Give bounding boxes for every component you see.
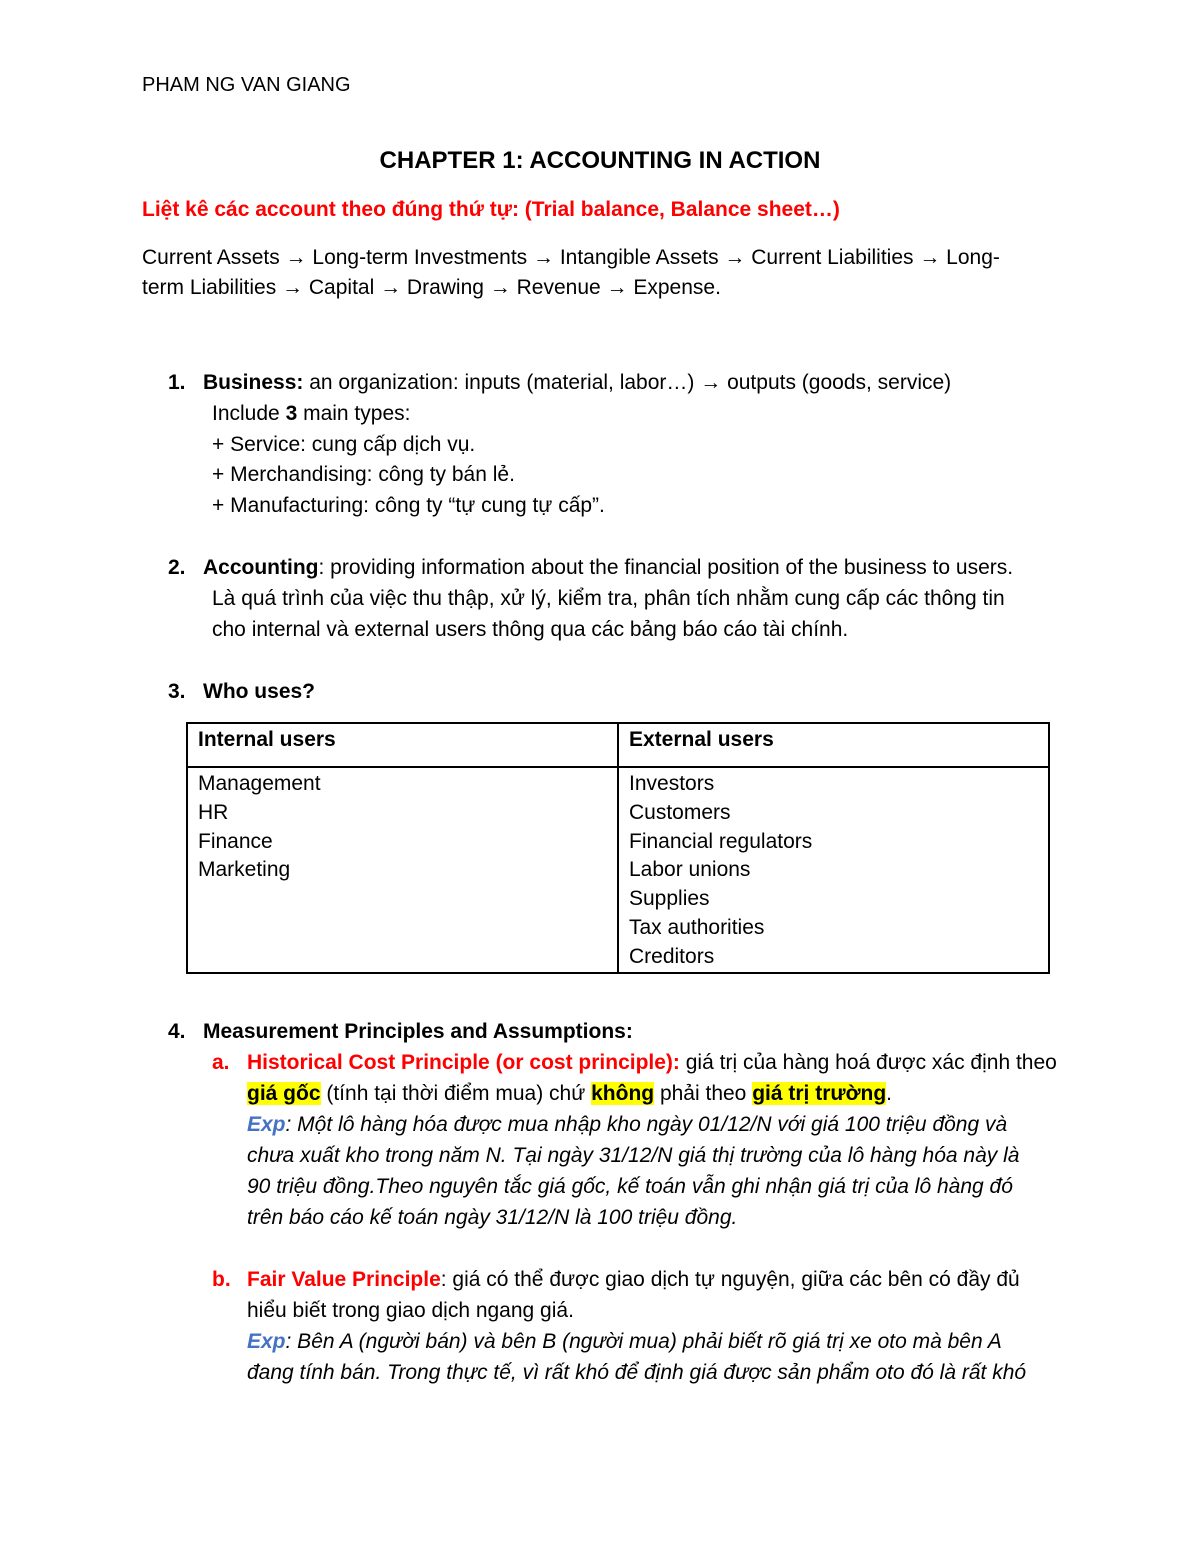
- section-1-text: an organization: inputs (material, labor…) → outputs (goods, service): [303, 371, 952, 394]
- section-2-line-2: Là quá trình của việc thu thập, xử lý, kiểm tra, phân tích nhằm cung cấp các thông tin: [212, 587, 1005, 610]
- list-item: Tax authorities: [629, 915, 765, 939]
- example-b-label: Exp: [247, 1330, 286, 1353]
- list-item: Finance: [198, 829, 273, 853]
- external-users-cell: [618, 767, 1049, 973]
- list-item: Financial regulators: [629, 829, 813, 853]
- section-1-heading: [203, 371, 951, 395]
- subsection-a-letter: a.: [212, 1051, 230, 1074]
- section-4-heading: Measurement Principles and Assumptions:: [203, 1020, 633, 1043]
- section-4-number: 4.: [168, 1020, 186, 1043]
- list-item: HR: [198, 800, 229, 824]
- example-a-line-1: Exp: Một lô hàng hóa được mua nhập kho ngày 01/12/N với giá 100 triệu đồng và: [247, 1113, 1008, 1136]
- business-type-item: + Service: cung cấp dịch vụ.: [212, 433, 476, 456]
- highlight-khong: không: [591, 1082, 655, 1105]
- section-2-text: : providing information about the financial position of the business to users.: [318, 556, 1014, 579]
- list-item: Marketing: [198, 858, 291, 882]
- list-item: Management: [198, 772, 321, 795]
- list-item: Supplies: [629, 887, 710, 911]
- section-2-number: 2.: [168, 556, 186, 579]
- business-type-item: + Manufacturing: công ty “tự cung tự cấp”.: [212, 494, 605, 517]
- section-3-heading: Who uses?: [203, 680, 316, 703]
- highlight-gia-goc: giá gốc: [247, 1082, 321, 1105]
- example-a-line-2: chưa xuất kho trong năm N. Tại ngày 31/12/N giá thị trường của lô hàng hóa này là: [247, 1144, 1020, 1167]
- example-a-line-4: trên báo cáo kế toán ngày 31/12/N là 100 triệu đồng.: [247, 1206, 738, 1229]
- account-order-heading: Liệt kê các account theo đúng thứ tự: (Trial balance, Balance sheet…): [142, 198, 840, 221]
- subsection-a-line-2: giá gốc (tính tại thời điểm mua) chứ không phải theo giá trị trường.: [247, 1082, 893, 1105]
- account-order-line-2: term Liabilities → Capital → Drawing → Revenue → Expense.: [142, 276, 721, 299]
- table-header-internal: Internal users: [187, 723, 618, 767]
- historical-cost-title: Historical Cost Principle (or cost principle):: [247, 1051, 680, 1074]
- example-b-line-2: đang tính bán. Trong thực tế, vì rất khó để định giá được sản phẩm oto đó là rất khó: [247, 1361, 1027, 1384]
- section-1: [168, 371, 186, 395]
- subsection-b-heading: Fair Value Principle: giá có thể được giao dịch tự nguyện, giữa các bên có đầy đủ: [247, 1268, 1020, 1291]
- list-item: Investors: [629, 772, 715, 795]
- section-1-number: 1.: [168, 371, 186, 394]
- section-1-types-count: 3: [285, 402, 298, 425]
- list-item: Labor unions: [629, 858, 751, 882]
- internal-users-cell: [187, 767, 618, 973]
- table-row: [187, 767, 1049, 973]
- list-item: Creditors: [629, 944, 715, 968]
- page-header-author: PHAM NG VAN GIANG: [142, 74, 351, 96]
- account-order-line-1: Current Assets → Long-term Investments → Intangible Assets → Current Liabilities → Long-: [142, 246, 1000, 269]
- example-b-line-1: Exp: Bên A (người bán) và bên B (người mua) phải biết rõ giá trị xe oto mà bên A: [247, 1330, 1002, 1353]
- highlight-gia-tri-truong: giá trị trường: [752, 1082, 887, 1105]
- table-header-external: External users: [618, 723, 1049, 767]
- business-type-item: + Merchandising: công ty bán lẻ.: [212, 463, 515, 486]
- section-1-label: Business:: [203, 371, 304, 394]
- fair-value-title: Fair Value Principle: [247, 1268, 441, 1291]
- example-a-line-3: 90 triệu đồng.Theo nguyên tắc giá gốc, kế toán vẫn ghi nhận giá trị của lô hàng đó: [247, 1175, 1013, 1198]
- section-3-number: 3.: [168, 680, 186, 703]
- section-2-heading: [203, 556, 1013, 580]
- section-2-label: Accounting: [203, 556, 319, 579]
- list-item: Customers: [629, 800, 731, 824]
- section-1-types: Include 3 main types:: [212, 402, 411, 425]
- table-header-row: [187, 723, 1049, 767]
- subsection-b-line-2: hiểu biết trong giao dịch ngang giá.: [247, 1299, 574, 1322]
- section-2-line-3: cho internal và external users thông qua các bảng báo cáo tài chính.: [212, 618, 849, 641]
- users-table: [186, 722, 1050, 974]
- subsection-a-heading: Historical Cost Principle (or cost principle): giá trị của hàng hoá được xác định theo: [247, 1051, 1057, 1074]
- example-a-label: Exp: [247, 1113, 286, 1136]
- subsection-b-letter: b.: [212, 1268, 231, 1291]
- chapter-title: CHAPTER 1: ACCOUNTING IN ACTION: [379, 147, 821, 174]
